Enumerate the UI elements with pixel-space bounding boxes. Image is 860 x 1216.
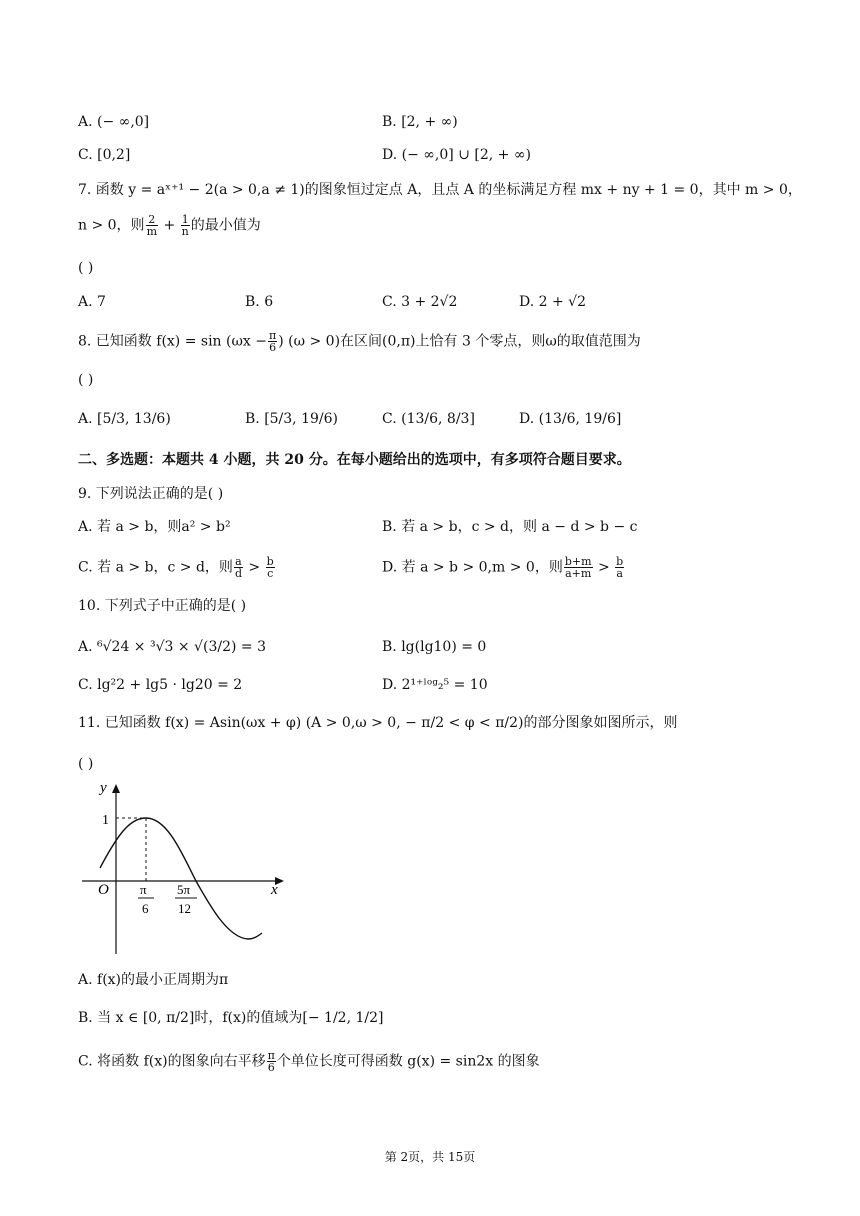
frac-numerator: b [266,555,274,568]
y-axis-arrow [112,784,120,793]
q8-stem [78,330,641,353]
x-axis-label: x [271,882,278,898]
y-value-one: 1 [102,813,109,828]
q7-fraction-2-m [146,214,158,237]
q9-option-a: A. 若 a > b，则a² > b² [78,519,231,535]
frac-denominator: m [146,225,157,238]
frac-numerator: b+m [564,555,592,568]
q11-answer-paren: ( ) [78,756,94,772]
q11-option-b [78,1008,383,1028]
frac-numerator: a [235,555,242,568]
q11-stem: 11. 已知函数 f(x) = Asin(ωx + φ) (A > 0,ω > 0, − π/2 < φ < π/2)的部分图象如图所示，则 [78,715,678,731]
tick-5pi-over-12-num: 5π [177,882,191,897]
q11-b-text-a: B. 当 x ∈ [78,1010,139,1026]
q9-option-c [78,556,276,579]
tick-pi-over-6-den: 6 [142,901,149,916]
q7-stem-line2 [78,214,261,237]
q10-stem: 10. 下列式子中正确的是( ) [78,598,247,614]
q6-option-a: A. (− ∞,0] [78,114,150,130]
q11-option-a: A. f(x)的最小正周期为π [78,972,229,988]
q6-option-b: B. [2, + ∞) [382,114,458,130]
frac-denominator: a+m [565,567,592,580]
frac-denominator: n [181,225,189,238]
q7-stem-tail: 的最小值为 [190,217,261,234]
q8-answer-paren: ( ) [78,372,94,388]
q7-option-c: C. 3 + 2√2 [382,294,458,310]
q11-b-range: [− 1/2, 1/2] [302,1010,384,1026]
q7-answer-paren: ( ) [78,260,94,276]
plus-sign: + [159,217,180,234]
fraction-pi-6 [267,1050,276,1073]
fraction-bm-am [564,556,593,579]
section-heading-multiple-choice: 二、多选题：本题共 4 小题，共 20 分。在每小题给出的选项中，有多项符合题目要求。 [78,452,631,468]
frac-denominator: a [616,567,623,580]
frac-numerator: π [269,329,277,342]
q8-option-c: C. (13/6, 8/3] [382,411,475,427]
q11-c-text-a: C. 将函数 f(x)的图象向右平移 [78,1053,266,1070]
frac-numerator: π [267,1049,275,1062]
greater-than: > [243,559,265,576]
q7-stem-text: n > 0，则 [78,217,145,234]
origin-label: O [98,882,109,898]
fraction-b-c [266,556,275,579]
frac-denominator: c [267,567,274,580]
q11-b-interval: [0, π/2] [142,1010,195,1026]
frac-denominator: 6 [269,341,277,354]
q9-c-text: C. 若 a > b，c > d，则 [78,559,233,576]
frac-numerator: 2 [146,214,158,226]
q8-stem-a: 8. 已知函数 f(x) = sin [78,333,222,350]
q11-b-text-b: 时，f(x)的值域为 [194,1010,303,1026]
q8-option-a: A. [5/3, 13/6) [78,411,171,427]
q7-option-a: A. 7 [78,294,106,310]
tick-5pi-over-12-den: 12 [178,901,191,916]
q9-option-b: B. 若 a > b，c > d，则 a − d > b − c [382,519,638,535]
frac-numerator: 1 [181,213,189,226]
fraction-b-a [615,556,624,579]
q8-stem-b: (ωx − [226,333,267,350]
q10-option-c: C. lg²2 + lg5 · lg20 = 2 [78,677,243,693]
q10-option-d: D. 2¹⁺ˡᵒᵍ₂⁵ = 10 [382,677,488,693]
tick-pi-over-6-num: π [140,882,147,897]
frac-numerator: b [616,555,624,568]
q7-option-d: D. 2 + √2 [519,294,586,310]
q8-stem-c: ) (ω > 0)在区间(0,π)上恰有 3 个零点，则ω的取值范围为 [278,333,641,350]
q7-fraction-1-n [181,214,190,237]
q9-d-text: D. 若 a > b > 0,m > 0，则 [382,559,563,576]
q11-sine-graph [78,776,288,958]
q8-fraction-pi-6 [268,330,277,353]
frac-denominator: d [234,567,242,580]
y-axis-label: y [100,780,107,796]
q8-option-d: D. (13/6, 19/6] [519,411,622,427]
q7-option-b: B. 6 [245,294,274,310]
q8-option-b: B. [5/3, 19/6) [245,411,338,427]
q10-option-b: B. lg(lg10) = 0 [382,639,487,655]
page-footer: 第 2页，共 15页 [384,1150,476,1164]
q6-option-d: D. (− ∞,0] ∪ [2, + ∞) [382,147,531,163]
frac-denominator: 6 [267,1061,275,1074]
fraction-a-d [234,556,243,579]
q11-option-c [78,1050,540,1073]
q10-option-a: A. ⁶√24 × ³√3 × √(3/2) = 3 [78,639,266,655]
q11-c-text-b: 个单位长度可得函数 g(x) = sin2x 的图象 [276,1053,540,1070]
q9-option-d [382,556,625,579]
greater-than: > [593,559,615,576]
q7-stem-line1: 7. 函数 y = aˣ⁺¹ − 2(a > 0,a ≠ 1)的图象恒过定点 A，且点 A 的坐标满足方程 mx + ny + 1 = 0，其中 m > 0， [78,182,802,198]
q9-stem: 9. 下列说法正确的是( ) [78,486,224,502]
sine-curve [100,818,262,939]
q6-option-c: C. [0,2] [78,147,131,163]
